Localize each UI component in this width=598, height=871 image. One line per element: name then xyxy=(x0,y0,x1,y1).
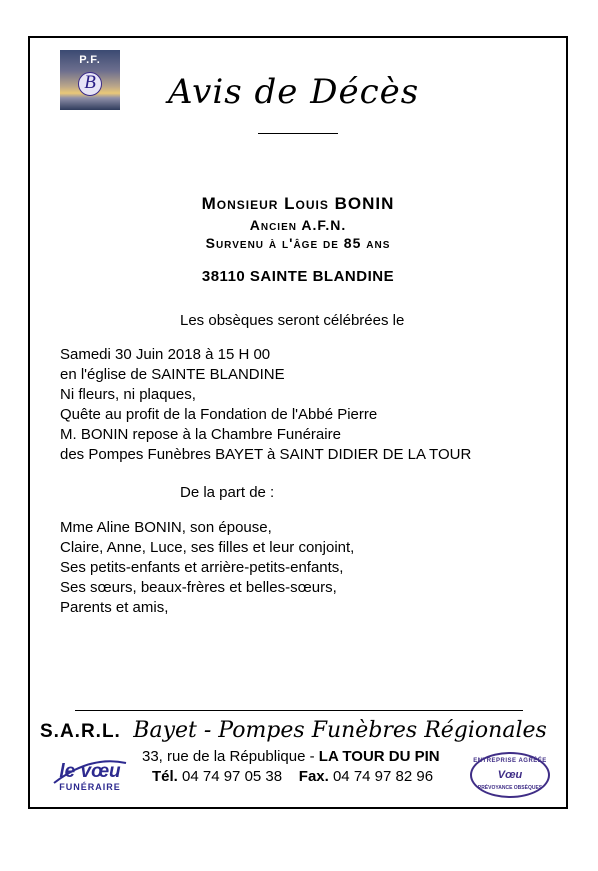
company-name xyxy=(40,718,565,743)
footer-divider xyxy=(75,710,523,711)
title-divider xyxy=(258,133,338,134)
company-address xyxy=(142,748,440,765)
voeu-logo-sub: FUNÉRAIRE xyxy=(59,782,121,792)
company-sarl: S.A.R.L. xyxy=(40,721,121,742)
family-line: Ses petits-enfants et arrière-petits-enfants, xyxy=(60,559,344,576)
ceremony-line: Samedi 30 Juin 2018 à 15 H 00 xyxy=(60,346,271,363)
ceremony-line: des Pompes Funèbres BAYET à SAINT DIDIER DE LA TOUR xyxy=(60,446,472,463)
logo-b-text: B xyxy=(84,72,96,93)
ceremony-details xyxy=(60,345,471,465)
pf-logo xyxy=(60,50,120,110)
family-line: Claire, Anne, Luce, ses filles et leur conjoint, xyxy=(60,539,355,556)
deceased-line-1: Ancien A.F.N. xyxy=(249,217,347,233)
address-town: LA TOUR DU PIN xyxy=(318,748,440,765)
family-line: Mme Aline BONIN, son épouse, xyxy=(60,519,272,536)
seal-bottom-text: PRÉVOYANCE OBSÈQUES xyxy=(477,785,543,791)
fax-label: Fax. xyxy=(298,768,329,785)
deceased-city: 38110 SAINTE BLANDINE xyxy=(201,268,395,285)
ceremony-line: Ni fleurs, ni plaques, xyxy=(60,386,196,403)
ceremony-line: en l'église de SAINTE BLANDINE xyxy=(60,366,285,383)
family-line: Parents et amis, xyxy=(60,599,169,616)
company-phones xyxy=(152,768,433,785)
family-list xyxy=(60,518,354,618)
seal-middle-text: Vœu xyxy=(497,769,523,781)
address-street: 33, rue de la République - xyxy=(142,748,319,765)
family-intro: De la part de : xyxy=(180,484,275,501)
voeu-funeraire-logo xyxy=(50,753,130,795)
ceremony-line: Quête au profit de la Fondation de l'Abbé Pierre xyxy=(60,406,378,423)
family-line: Ses sœurs, beaux-frères et belles-sœurs, xyxy=(60,579,337,596)
tel-number: 04 74 97 05 38 xyxy=(182,768,283,785)
seal-top-text: ENTREPRISE AGRÉÉE xyxy=(473,758,547,764)
fax-number: 04 74 97 82 96 xyxy=(332,768,434,785)
company-title: Bayet - Pompes Funèbres Régionales xyxy=(133,718,547,743)
ceremony-intro: Les obsèques seront célébrées le xyxy=(180,312,405,329)
deceased-name: Monsieur Louis BONIN xyxy=(201,194,395,213)
voeu-logo-main: le vœu xyxy=(59,761,121,782)
page-title: Avis de Décès xyxy=(168,72,420,112)
logo-pf-text: P.F. xyxy=(79,54,101,66)
deceased-line-2: Survenu à l'âge de 85 ans xyxy=(205,235,391,251)
tel-label: Tél. xyxy=(152,768,178,785)
approved-company-seal xyxy=(470,752,550,798)
ceremony-line: M. BONIN repose à la Chambre Funéraire xyxy=(60,426,341,443)
